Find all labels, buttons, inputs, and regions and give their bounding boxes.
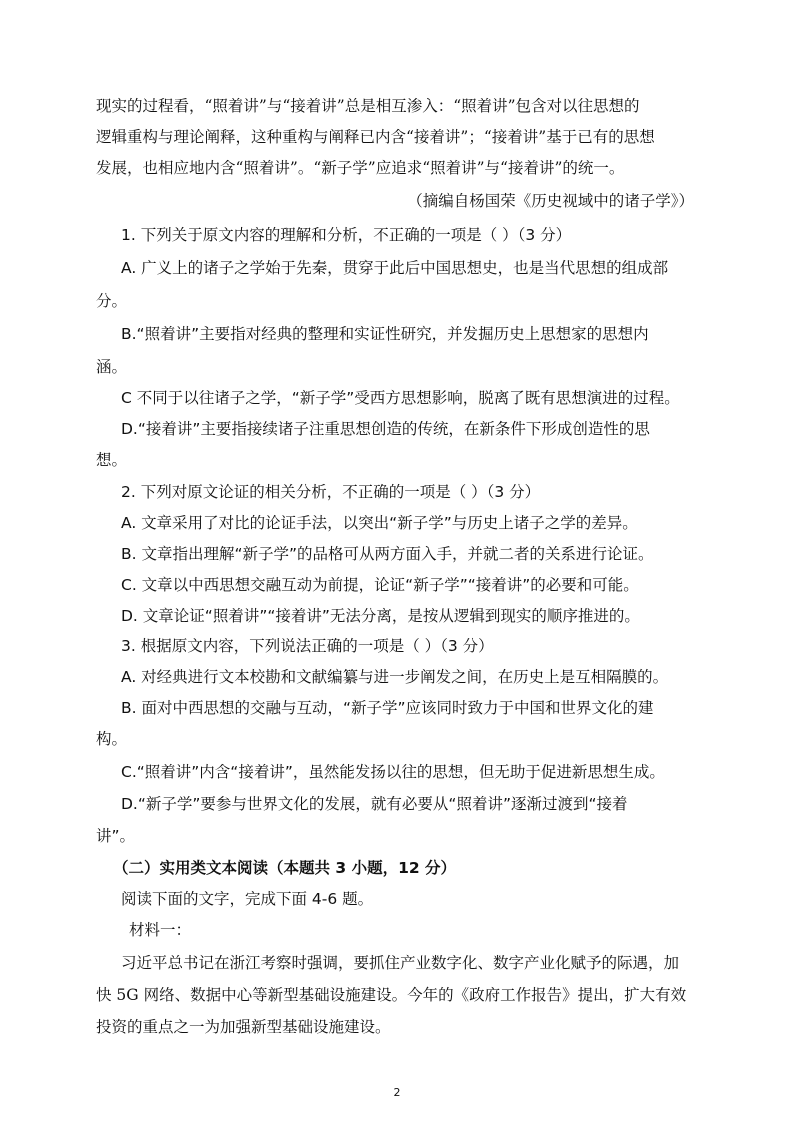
q3-option-d: D.“新子学”要参与世界文化的发展，就有必要从“照着讲”逐渐过渡到“接着 — [121, 795, 628, 813]
q3-option-b-cont: 构。 — [96, 730, 128, 748]
passage-line-2: 逻辑重构与理论阐释，这种重构与阐释已内含“接着讲”；“接着讲”基于已有的思想 — [96, 128, 655, 146]
q3-stem: 3. 根据原文内容，下列说法正确的一项是（ ）（3 分） — [121, 637, 494, 655]
q3-option-b: B. 面对中西思想的交融与互动，“新子学”应该同时致力于中国和世界文化的建 — [121, 699, 654, 717]
q2-option-a: A. 文章采用了对比的论证手法，以突出“新子学”与历史上诸子之学的差异。 — [121, 514, 638, 532]
q1-option-d: D.“接着讲”主要指接续诸子注重思想创造的传统，在新条件下形成创造性的思 — [121, 420, 650, 438]
q3-option-c: C.“照着讲”内含“接着讲”，虽然能发扬以往的思想，但无助于促进新思想生成。 — [121, 763, 665, 781]
q1-stem: 1. 下列关于原文内容的理解和分析，不正确的一项是（ ）（3 分） — [121, 226, 572, 244]
q1-option-a: A. 广义上的诸子之学始于先秦，贯穿于此后中国思想史，也是当代思想的组成部 — [121, 259, 669, 277]
section-heading: （二）实用类文本阅读（本题共 3 小题，12 分） — [113, 859, 457, 877]
material-line-3: 投资的重点之一为加强新型基础设施建设。 — [96, 1018, 391, 1036]
q3-option-d-cont: 讲”。 — [96, 827, 136, 845]
page-number: 2 — [393, 1086, 401, 1099]
q2-stem: 2. 下列对原文论证的相关分析，不正确的一项是（ ）（3 分） — [121, 483, 541, 501]
passage-line-3: 发展，也相应地内含“照着讲”。“新子学”应追求“照着讲”与“接着讲”的统一。 — [96, 159, 625, 177]
q1-option-c: C 不同于以往诸子之学，“新子学”受西方思想影响，脱离了既有思想演进的过程。 — [121, 389, 680, 407]
q1-option-a-cont: 分。 — [96, 292, 128, 310]
section-instruction: 阅读下面的文字，完成下面 4-6 题。 — [121, 890, 374, 908]
passage-source: （摘编自杨国荣《历史视域中的诸子学》） — [407, 192, 694, 210]
q1-option-b: B.“照着讲”主要指对经典的整理和实证性研究，并发掘历史上思想家的思想内 — [121, 325, 649, 343]
material-line-1: 习近平总书记在浙江考察时强调，要抓住产业数字化、数字产业化赋予的际遇，加 — [121, 954, 680, 972]
q1-option-d-cont: 想。 — [96, 451, 128, 469]
q2-option-b: B. 文章指出理解“新子学”的品格可从两方面入手，并就二者的关系进行论证。 — [121, 545, 654, 563]
q2-option-d: D. 文章论证“照着讲”“接着讲”无法分离，是按从逻辑到现实的顺序推进的。 — [121, 607, 640, 625]
q2-option-c: C. 文章以中西思想交融互动为前提，论证“新子学”“接着讲”的必要和可能。 — [121, 576, 639, 594]
passage-line-1: 现实的过程看，“照着讲”与“接着讲”总是相互渗入：“照着讲”包含对以往思想的 — [96, 97, 640, 115]
material-label: 材料一： — [129, 921, 192, 939]
material-line-2: 快 5G 网络、数据中心等新型基础设施建设。今年的《政府工作报告》提出，扩大有效 — [96, 986, 687, 1004]
q3-option-a: A. 对经典进行文本校勘和文献编纂与进一步阐发之间，在历史上是互相隔膜的。 — [121, 668, 669, 686]
q1-option-b-cont: 涵。 — [96, 358, 128, 376]
